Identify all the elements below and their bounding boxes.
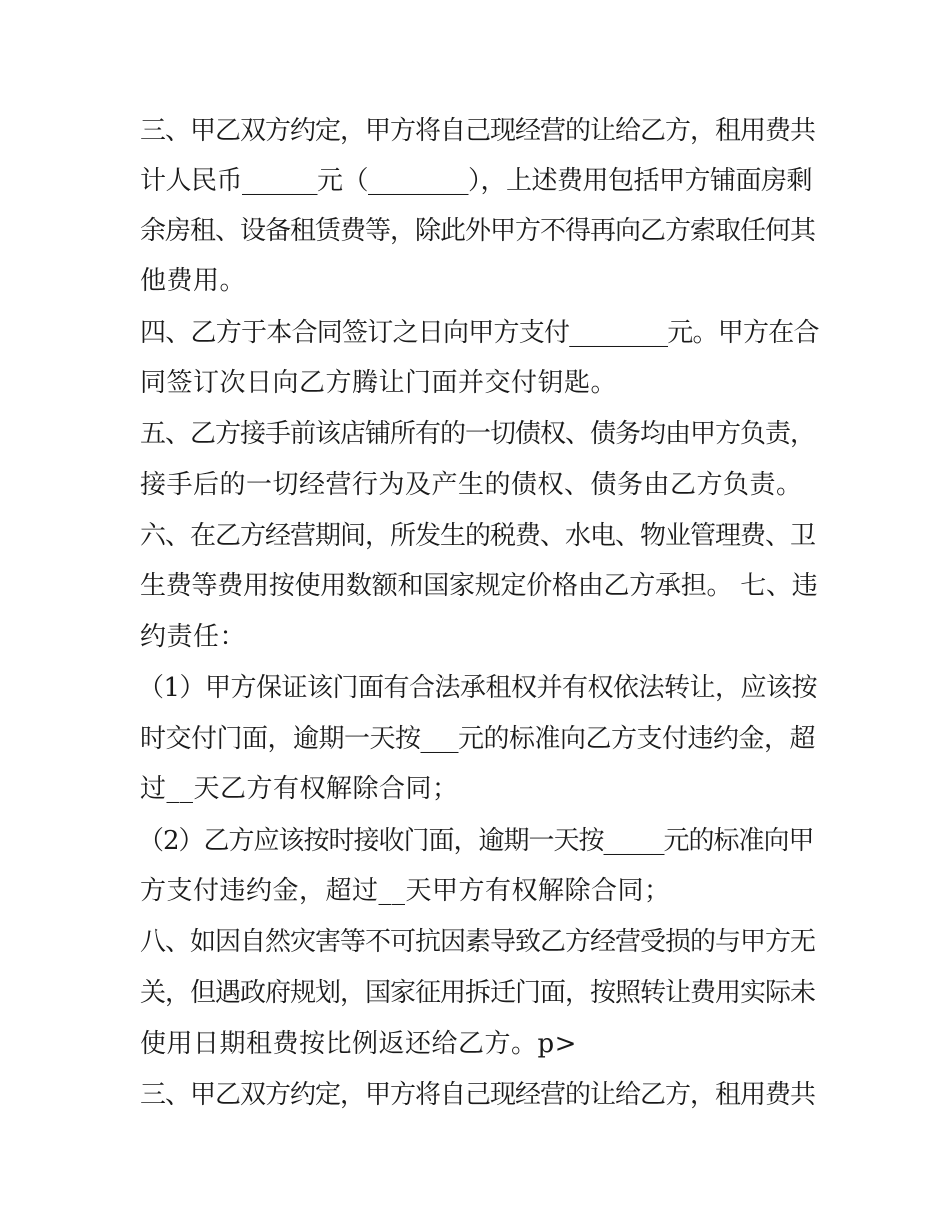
- text-line-20: 三、甲乙双方约定，甲方将自己现经营的让给乙方，租用费共: [140, 1080, 816, 1110]
- text-line-7: 五、乙方接手前该店铺所有的一切债权、债务均由甲方负责，: [140, 419, 816, 449]
- text-line-10: 生费等费用按使用数额和国家规定价格由乙方承担。 七、违: [140, 571, 818, 601]
- text-line-6: 同签订次日向乙方腾让门面并交付钥匙。: [140, 368, 618, 398]
- text-line-18: 关，但遇政府规划，国家征用拆迁门面，按照转让费用实际未: [140, 978, 816, 1008]
- text-line-11: 约责任：: [140, 622, 247, 652]
- text-line-8: 接手后的一切经营行为及产生的债权、债务由乙方负责。: [140, 470, 803, 500]
- text-line-1: 三、甲乙双方约定，甲方将自己现经营的让给乙方，租用费共: [140, 116, 816, 146]
- text-line-4: 他费用。: [140, 266, 247, 296]
- text-line-15: （2）乙方应该按时接收门面，逾期一天按_____元的标准向甲: [138, 826, 814, 856]
- text-line-9: 六、在乙方经营期间，所发生的税费、水电、物业管理费、卫: [140, 521, 816, 551]
- text-line-13: 时交付门面，逾期一天按___元的标准向乙方支付违约金，超: [140, 724, 816, 754]
- text-line-5: 四、乙方于本合同签订之日向甲方支付________元。甲方在合: [140, 318, 819, 348]
- text-line-2: 计人民币______元（________），上述费用包括甲方铺面房剩: [140, 166, 813, 196]
- text-line-12: （1）甲方保证该门面有合法承租权并有权依法转让，应该按: [138, 673, 818, 703]
- text-line-3: 余房租、设备租赁费等，除此外甲方不得再向乙方索取任何其: [140, 216, 816, 246]
- text-line-17: 八、如因自然灾害等不可抗因素导致乙方经营受损的与甲方无: [140, 927, 816, 957]
- text-line-14: 过__天乙方有权解除合同；: [140, 774, 459, 804]
- text-line-16: 方支付违约金，超过__天甲方有权解除合同；: [140, 876, 671, 906]
- text-line-19: 使用日期租费按比例返还给乙方。p>: [140, 1029, 577, 1059]
